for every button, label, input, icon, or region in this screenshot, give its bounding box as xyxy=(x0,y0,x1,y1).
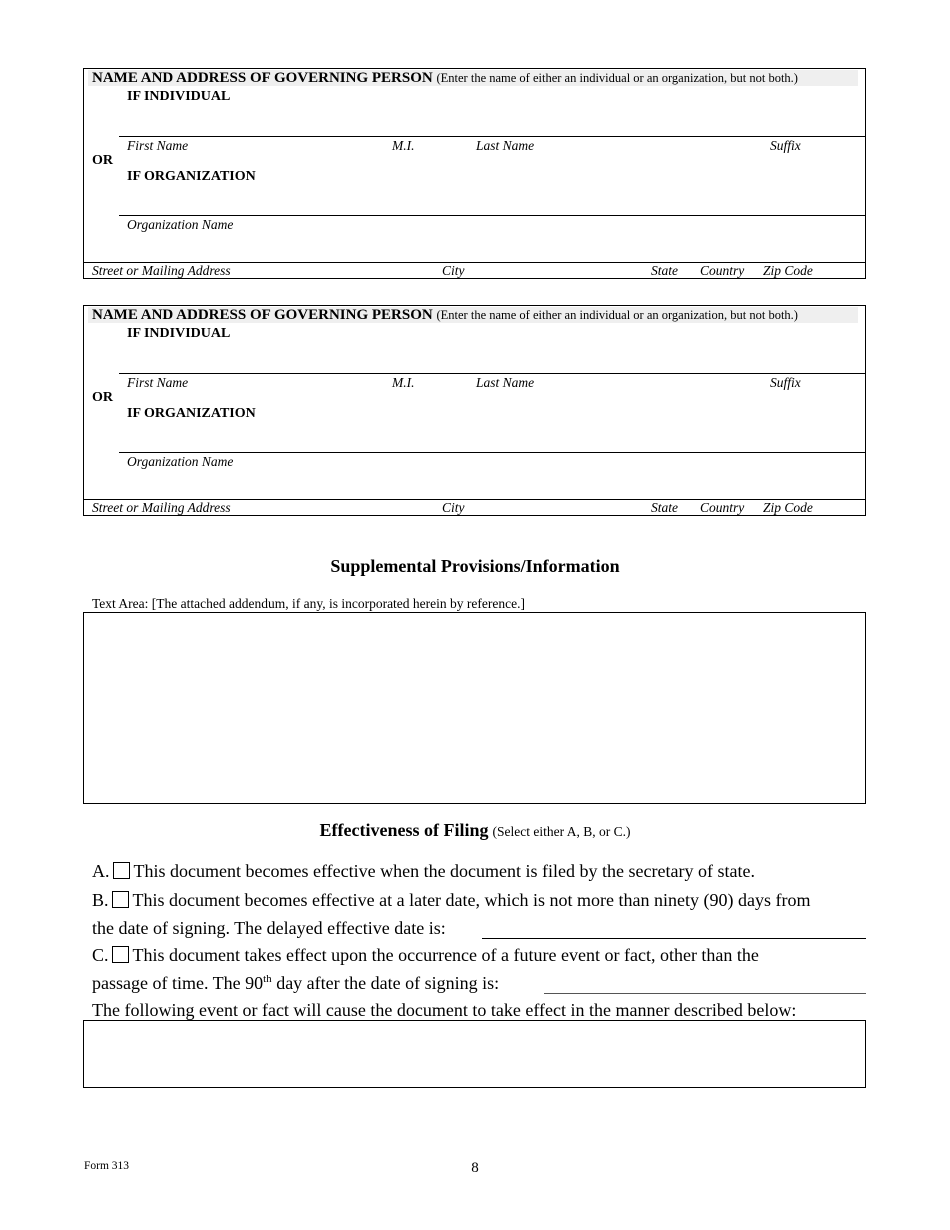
individual-name-input[interactable] xyxy=(124,346,858,374)
ninetieth-day-line xyxy=(544,993,866,994)
effectiveness-note: (Select either A, B, or C.) xyxy=(492,824,631,839)
option-a-checkbox[interactable] xyxy=(113,862,130,879)
option-b-text: This document becomes effective at a later date, which is not more than ninety (90) days from xyxy=(132,890,811,910)
last-name-label: Last Name xyxy=(476,375,535,390)
option-b-letter: B. xyxy=(92,890,109,910)
state-label: State xyxy=(651,500,678,515)
governing-person-block-2 xyxy=(83,305,866,516)
option-c-text: This document takes effect upon the occurrence of a future event or fact, other than the xyxy=(132,945,759,965)
divider xyxy=(119,373,865,374)
divider xyxy=(119,136,865,137)
mi-label: M.I. xyxy=(392,138,415,153)
if-individual-label: IF INDIVIDUAL xyxy=(127,326,231,341)
option-a xyxy=(92,861,755,882)
option-b-checkbox[interactable] xyxy=(112,891,129,908)
option-c-checkbox[interactable] xyxy=(112,946,129,963)
gp-header-note: (Enter the name of either an individual or an organization, but not both.) xyxy=(436,308,798,322)
country-label: Country xyxy=(700,500,745,515)
first-name-label: First Name xyxy=(127,138,189,153)
text-area-label: Text Area: [The attached addendum, if any, is incorporated herein by reference.] xyxy=(92,596,525,611)
gp-header-title: NAME AND ADDRESS OF GOVERNING PERSON xyxy=(92,307,433,323)
gp-header xyxy=(88,70,858,86)
form-label: Form 313 xyxy=(84,1160,130,1172)
governing-person-block-1 xyxy=(83,68,866,279)
gp-header xyxy=(88,307,858,323)
state-label: State xyxy=(651,263,678,278)
city-label: City xyxy=(442,500,465,515)
divider xyxy=(119,215,865,216)
delayed-date-line xyxy=(482,938,866,939)
effectiveness-heading: Effectiveness of Filing xyxy=(319,820,489,840)
if-organization-label: IF ORGANIZATION xyxy=(127,169,256,184)
option-c-sup: th xyxy=(263,973,272,985)
supplemental-heading: Supplemental Provisions/Information xyxy=(330,556,620,576)
option-a-text: This document becomes effective when the document is filed by the secretary of state. xyxy=(133,861,755,881)
delayed-date-input[interactable] xyxy=(482,916,870,940)
option-c xyxy=(92,945,759,966)
organization-name-input[interactable] xyxy=(124,426,858,454)
city-label: City xyxy=(442,263,465,278)
first-name-label: First Name xyxy=(127,375,189,390)
supplemental-textarea[interactable] xyxy=(83,612,866,804)
suffix-label: Suffix xyxy=(770,375,801,390)
zip-label: Zip Code xyxy=(763,263,813,278)
address-input[interactable] xyxy=(92,474,861,500)
address-input[interactable] xyxy=(92,237,861,263)
organization-name-label: Organization Name xyxy=(127,454,234,469)
or-label: OR xyxy=(92,390,113,405)
or-label: OR xyxy=(92,153,113,168)
event-text: The following event or fact will cause the document to take effect in the manner described below: xyxy=(92,1000,797,1020)
ninetieth-day-input[interactable] xyxy=(544,971,870,995)
option-a-letter: A. xyxy=(92,861,110,881)
if-organization-label: IF ORGANIZATION xyxy=(127,406,256,421)
option-b xyxy=(92,890,810,911)
effectiveness-heading-row xyxy=(0,820,950,841)
event-textarea[interactable] xyxy=(83,1020,866,1088)
last-name-label: Last Name xyxy=(476,138,535,153)
street-label: Street or Mailing Address xyxy=(92,263,231,278)
street-label: Street or Mailing Address xyxy=(92,500,231,515)
page-number: 8 xyxy=(471,1160,479,1176)
gp-header-note: (Enter the name of either an individual or an organization, but not both.) xyxy=(436,71,798,85)
if-individual-label: IF INDIVIDUAL xyxy=(127,89,231,104)
option-b-text-2: the date of signing. The delayed effective date is: xyxy=(92,918,446,938)
option-c-text-2a: passage of time. The 90 xyxy=(92,973,264,993)
option-c-text-2b: day after the date of signing is: xyxy=(271,973,500,993)
zip-label: Zip Code xyxy=(763,500,813,515)
country-label: Country xyxy=(700,263,745,278)
organization-name-input[interactable] xyxy=(124,189,858,217)
option-c-text-2 xyxy=(92,973,499,994)
mi-label: M.I. xyxy=(392,375,415,390)
organization-name-label: Organization Name xyxy=(127,217,234,232)
option-c-letter: C. xyxy=(92,945,109,965)
individual-name-input[interactable] xyxy=(124,109,858,137)
divider xyxy=(119,452,865,453)
gp-header-title: NAME AND ADDRESS OF GOVERNING PERSON xyxy=(92,70,433,86)
suffix-label: Suffix xyxy=(770,138,801,153)
